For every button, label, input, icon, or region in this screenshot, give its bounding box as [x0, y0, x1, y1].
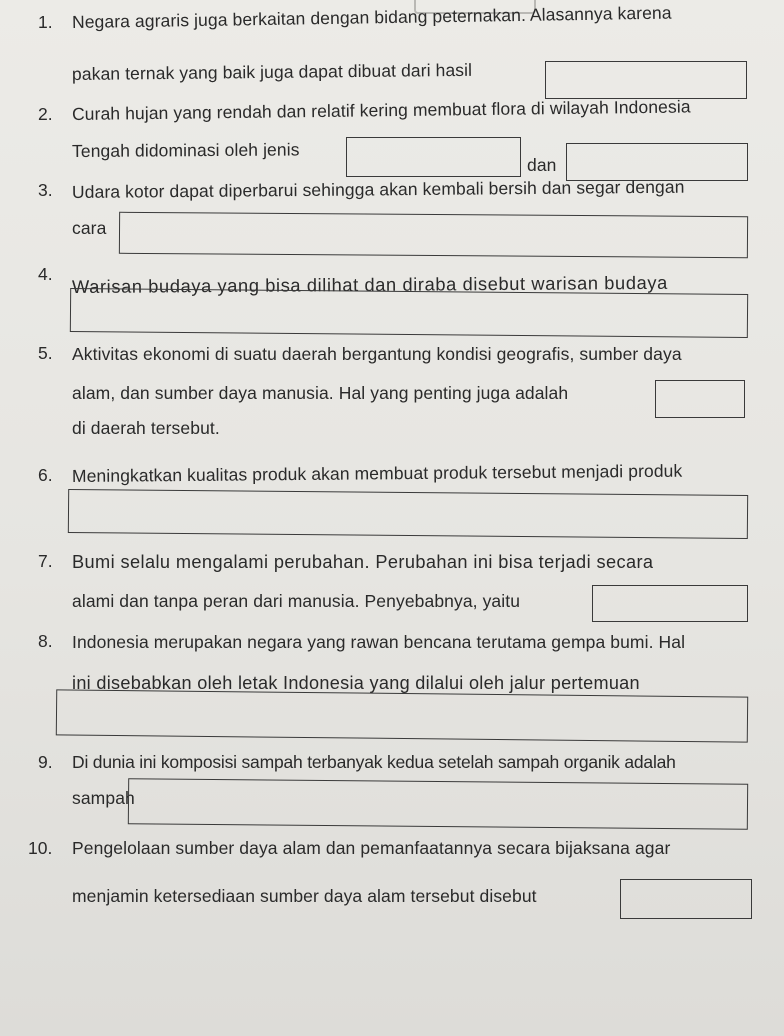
- q4-line1: Warisan budaya yang bisa dilihat dan diraba disebut warisan budaya: [71, 271, 668, 297]
- q4-answer-box[interactable]: [70, 288, 748, 338]
- q7-line2: alami dan tanpa peran dari manusia. Penyebabnya, yaitu: [72, 591, 521, 611]
- q2-number: 2.: [38, 104, 53, 124]
- q9-answer-box[interactable]: [128, 778, 748, 829]
- q8-answer-box[interactable]: [56, 689, 748, 742]
- q6-line1: Meningkatkan kualitas produk akan membuat produk tersebut menjadi produk: [71, 460, 683, 486]
- q10-line2: menjamin ketersediaan sumber daya alam tersebut disebut: [72, 886, 537, 906]
- q5-line1: Aktivitas ekonomi di suatu daerah bergantung kondisi geografis, sumber daya: [72, 344, 682, 364]
- q9-line1: Di dunia ini komposisi sampah terbanyak kedua setelah sampah organik adalah: [72, 752, 676, 772]
- q5-line3: di daerah tersebut.: [72, 418, 220, 438]
- q2-answer-box-1[interactable]: [346, 137, 521, 177]
- q2-line2: Tengah didominasi oleh jenis: [71, 139, 300, 161]
- q9-line2: sampah: [72, 788, 135, 808]
- q1-line1: Negara agraris juga berkaitan dengan bidang peternakan. Alasannya karena: [71, 2, 672, 32]
- q8-line2: ini disebabkan oleh letak Indonesia yang dilalui oleh jalur pertemuan: [72, 673, 640, 693]
- q10-line1: Pengelolaan sumber daya alam dan pemanfaatannya secara bijaksana agar: [72, 838, 671, 858]
- q7-number: 7.: [38, 551, 53, 571]
- q5-line2: alam, dan sumber daya manusia. Hal yang penting juga adalah: [72, 383, 569, 403]
- q2-line1: Curah hujan yang rendah dan relatif kering membuat flora di wilayah Indonesia: [71, 96, 691, 124]
- q7-line1: Bumi selalu mengalami perubahan. Perubahan ini bisa terjadi secara: [72, 552, 654, 572]
- q6-answer-box[interactable]: [68, 489, 748, 539]
- q5-answer-box[interactable]: [655, 380, 745, 418]
- q4-number: 4.: [38, 264, 53, 284]
- q1-answer-box[interactable]: [545, 61, 747, 99]
- q9-number: 9.: [38, 752, 53, 772]
- q1-line2: pakan ternak yang baik juga dapat dibuat dari hasil: [71, 59, 473, 84]
- q8-line1: Indonesia merupakan negara yang rawan bencana terutama gempa bumi. Hal: [72, 632, 686, 652]
- q2-conjunction: dan: [527, 155, 557, 175]
- q3-number: 3.: [38, 180, 53, 200]
- q2-answer-box-2[interactable]: [566, 143, 748, 181]
- q10-number: 10.: [28, 838, 53, 858]
- q10-answer-box[interactable]: [620, 879, 752, 919]
- q6-number: 6.: [38, 465, 53, 485]
- q7-answer-box[interactable]: [592, 585, 748, 622]
- q3-line1: Udara kotor dapat diperbarui sehingga akan kembali bersih dan segar dengan: [71, 176, 685, 202]
- q3-answer-box[interactable]: [119, 212, 748, 258]
- q3-line2: cara: [72, 218, 107, 238]
- q5-number: 5.: [38, 343, 53, 363]
- q1-number: 1.: [38, 12, 53, 32]
- q8-number: 8.: [38, 631, 53, 651]
